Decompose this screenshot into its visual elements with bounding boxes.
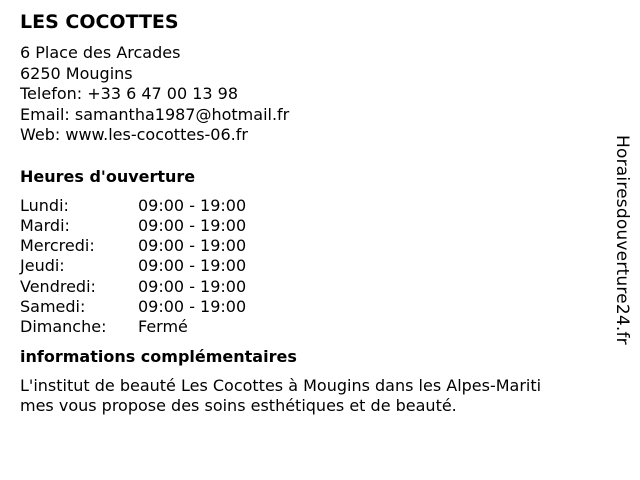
address-city: 6250 Mougins	[20, 63, 133, 83]
day-label: Mardi:	[20, 215, 70, 235]
day-label: Mercredi:	[20, 236, 95, 256]
day-label: Jeudi:	[20, 256, 65, 276]
day-label: Lundi:	[20, 195, 69, 215]
hours-row-saturday	[20, 297, 610, 317]
hours-row-tuesday	[20, 216, 610, 236]
web-line[interactable]: Web: www.les-cocottes-06.fr	[20, 125, 248, 144]
hours-title: Heures d'ouverture	[20, 166, 196, 186]
day-label: Samedi:	[20, 296, 86, 316]
business-name: LES COCOTTES	[20, 11, 179, 33]
time-value: 09:00 - 19:00	[138, 195, 247, 215]
day-label: Dimanche:	[20, 317, 107, 337]
address-street: 6 Place des Arcades	[20, 43, 181, 62]
time-value: 09:00 - 19:00	[138, 215, 247, 235]
hours-row-thursday	[20, 256, 610, 276]
hours-table	[20, 196, 610, 338]
time-value: 09:00 - 19:00	[138, 236, 247, 256]
hours-row-wednesday	[20, 236, 610, 256]
time-value: 09:00 - 19:00	[138, 276, 247, 296]
business-card	[20, 9, 610, 417]
phone-line[interactable]: Telefon: +33 6 47 00 13 98	[20, 84, 239, 103]
hours-row-monday	[20, 196, 610, 216]
info-description: L'institut de beauté Les Cocottes à Mougins dans les Alpes-Mariti mes vous propose des soins esthétiques et de beauté.	[20, 375, 542, 416]
time-value: Fermé	[138, 317, 188, 337]
time-value: 09:00 - 19:00	[138, 256, 247, 276]
day-label: Vendredi:	[20, 276, 96, 296]
email-line[interactable]: Email: samantha1987@hotmail.fr	[20, 104, 290, 124]
address-block	[20, 43, 610, 146]
info-title: informations complémentaires	[20, 346, 297, 366]
site-watermark: Horairesdouverture24.fr	[612, 135, 632, 345]
hours-row-sunday	[20, 317, 610, 337]
time-value: 09:00 - 19:00	[138, 296, 247, 316]
hours-row-friday	[20, 277, 610, 297]
